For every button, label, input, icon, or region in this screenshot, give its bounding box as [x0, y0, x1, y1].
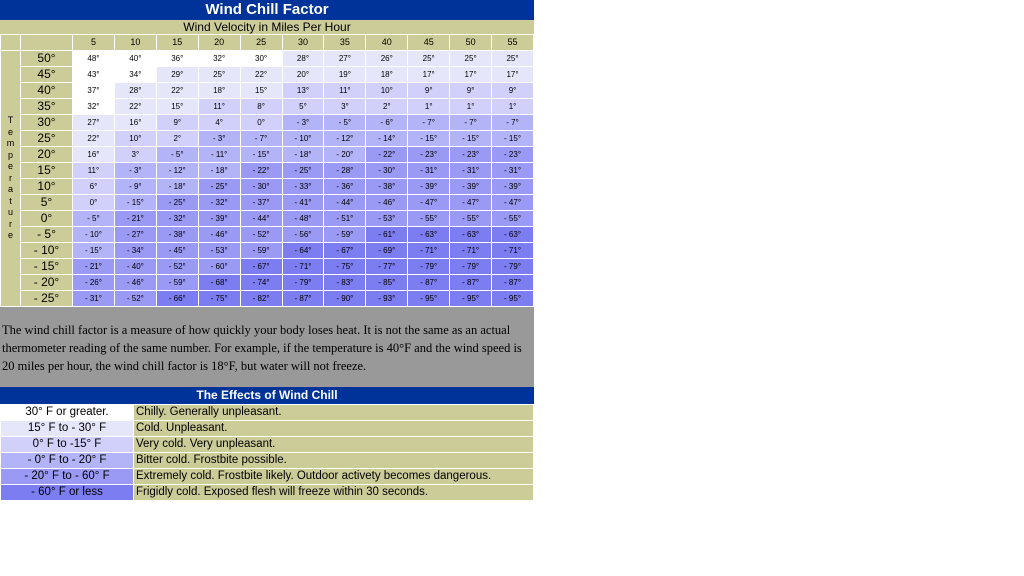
temperature-label: - 5°	[21, 227, 73, 243]
wind-speed-header: 45	[408, 35, 450, 51]
wind-chill-cell: 3°	[114, 147, 156, 163]
wind-chill-cell: 30°	[240, 51, 282, 67]
wind-chill-cell: - 31°	[408, 163, 450, 179]
wind-chill-cell: 48°	[73, 51, 115, 67]
wind-chill-cell: - 9°	[114, 179, 156, 195]
wind-chill-cell: - 15°	[114, 195, 156, 211]
wind-chill-cell: - 18°	[198, 163, 240, 179]
wind-chill-cell: - 23°	[450, 147, 492, 163]
wind-chill-cell: 5°	[282, 99, 324, 115]
wind-chill-cell: - 5°	[156, 147, 198, 163]
wind-chill-cell: - 79°	[408, 259, 450, 275]
table-row	[1, 291, 534, 307]
wind-chill-cell: - 10°	[282, 131, 324, 147]
temperature-label: - 20°	[21, 275, 73, 291]
wind-chill-cell: - 56°	[282, 227, 324, 243]
wind-chill-cell: - 15°	[240, 147, 282, 163]
wind-chill-cell: 25°	[408, 51, 450, 67]
wind-chill-cell: - 68°	[198, 275, 240, 291]
wind-speed-header: 25	[240, 35, 282, 51]
wind-chill-cell: - 3°	[114, 163, 156, 179]
wind-chill-cell: - 25°	[198, 179, 240, 195]
wind-chill-cell: - 15°	[492, 131, 534, 147]
temperature-label: 10°	[21, 179, 73, 195]
wind-chill-cell: - 28°	[324, 163, 366, 179]
wind-chill-cell: - 71°	[282, 259, 324, 275]
wind-chill-cell: - 55°	[408, 211, 450, 227]
wind-chill-cell: - 14°	[366, 131, 408, 147]
wind-chill-cell: - 15°	[408, 131, 450, 147]
wind-chill-cell: - 20°	[324, 147, 366, 163]
wind-chill-cell: - 6°	[366, 115, 408, 131]
wind-chill-cell: - 69°	[366, 243, 408, 259]
wind-chill-cell: - 48°	[282, 211, 324, 227]
wind-chill-cell: - 46°	[198, 227, 240, 243]
wind-chill-cell: - 71°	[450, 243, 492, 259]
wind-chill-cell: - 44°	[324, 195, 366, 211]
effect-description: Frigidly cold. Exposed flesh will freeze within 30 seconds.	[134, 485, 534, 501]
table-row	[1, 211, 534, 227]
wind-chill-cell: - 12°	[324, 131, 366, 147]
wind-chill-cell: 19°	[324, 67, 366, 83]
wind-chill-cell: 8°	[240, 99, 282, 115]
temperature-label: 25°	[21, 131, 73, 147]
wind-speed-header: 5	[73, 35, 115, 51]
wind-speed-header: 20	[198, 35, 240, 51]
wind-chill-cell: 9°	[450, 83, 492, 99]
wind-chill-cell: - 64°	[282, 243, 324, 259]
wind-chill-cell: - 45°	[156, 243, 198, 259]
wind-chill-cell: 27°	[324, 51, 366, 67]
wind-chill-cell: 25°	[198, 67, 240, 83]
wind-chill-cell: - 61°	[366, 227, 408, 243]
temperature-label: 35°	[21, 99, 73, 115]
effects-title: The Effects of Wind Chill	[0, 387, 534, 404]
table-row	[1, 195, 534, 211]
wind-chill-cell: - 39°	[492, 179, 534, 195]
wind-chill-cell: 4°	[198, 115, 240, 131]
wind-chill-cell: 16°	[114, 115, 156, 131]
wind-chill-cell: - 7°	[240, 131, 282, 147]
wind-speed-header: 50	[450, 35, 492, 51]
wind-chill-cell: - 5°	[324, 115, 366, 131]
wind-chill-cell: - 21°	[114, 211, 156, 227]
wind-chill-cell: - 67°	[324, 243, 366, 259]
wind-chill-cell: - 52°	[114, 291, 156, 307]
table-row	[1, 163, 534, 179]
wind-chill-cell: - 87°	[282, 291, 324, 307]
wind-chill-cell: 25°	[492, 51, 534, 67]
effect-range: 15° F to - 30° F	[1, 421, 134, 437]
wind-chill-cell: - 53°	[366, 211, 408, 227]
wind-chill-cell: 15°	[240, 83, 282, 99]
table-row	[1, 115, 534, 131]
wind-chill-cell: - 32°	[198, 195, 240, 211]
wind-speed-header: 35	[324, 35, 366, 51]
wind-chill-cell: - 31°	[492, 163, 534, 179]
wind-chill-cell: 22°	[114, 99, 156, 115]
wind-chill-cell: 26°	[366, 51, 408, 67]
wind-chill-cell: - 44°	[240, 211, 282, 227]
wind-chill-cell: - 7°	[450, 115, 492, 131]
wind-chill-cell: - 38°	[366, 179, 408, 195]
wind-chill-cell: - 95°	[450, 291, 492, 307]
temperature-label: 45°	[21, 67, 73, 83]
wind-chill-cell: - 37°	[240, 195, 282, 211]
wind-chill-cell: 1°	[492, 99, 534, 115]
temperature-label: - 10°	[21, 243, 73, 259]
wind-chill-cell: 15°	[156, 99, 198, 115]
wind-chill-cell: 16°	[73, 147, 115, 163]
wind-chill-cell: 10°	[366, 83, 408, 99]
effect-row	[1, 405, 534, 421]
header-corner	[21, 35, 73, 51]
temperature-label: 15°	[21, 163, 73, 179]
wind-chill-cell: 3°	[324, 99, 366, 115]
wind-velocity-heading: Wind Velocity in Miles Per Hour	[0, 20, 534, 34]
wind-chill-cell: - 59°	[240, 243, 282, 259]
table-row	[1, 99, 534, 115]
wind-chill-cell: 18°	[366, 67, 408, 83]
wind-chill-cell: 0°	[73, 195, 115, 211]
wind-chill-cell: - 7°	[408, 115, 450, 131]
effect-description: Chilly. Generally unpleasant.	[134, 405, 534, 421]
wind-chill-cell: 36°	[156, 51, 198, 67]
wind-chill-cell: 22°	[156, 83, 198, 99]
wind-speed-header: 55	[492, 35, 534, 51]
wind-chill-cell: - 87°	[408, 275, 450, 291]
wind-chill-cell: - 39°	[408, 179, 450, 195]
wind-chill-cell: - 40°	[114, 259, 156, 275]
wind-chill-cell: - 82°	[240, 291, 282, 307]
wind-chill-cell: - 41°	[282, 195, 324, 211]
wind-chill-cell: - 39°	[198, 211, 240, 227]
table-row	[1, 179, 534, 195]
wind-chill-cell: - 63°	[408, 227, 450, 243]
wind-chill-cell: 6°	[73, 179, 115, 195]
wind-chill-cell: - 25°	[156, 195, 198, 211]
wind-chill-cell: 32°	[73, 99, 115, 115]
wind-chill-cell: 11°	[324, 83, 366, 99]
wind-chill-cell: - 30°	[366, 163, 408, 179]
wind-chill-cell: - 7°	[492, 115, 534, 131]
wind-chill-cell: - 15°	[450, 131, 492, 147]
wind-chill-cell: 9°	[492, 83, 534, 99]
effect-row	[1, 421, 534, 437]
wind-chill-cell: 0°	[240, 115, 282, 131]
wind-chill-cell: - 85°	[366, 275, 408, 291]
table-row	[1, 243, 534, 259]
wind-chill-cell: - 18°	[282, 147, 324, 163]
wind-chill-cell: 27°	[73, 115, 115, 131]
effect-range: 0° F to -15° F	[1, 437, 134, 453]
wind-chill-cell: - 47°	[492, 195, 534, 211]
table-row	[1, 131, 534, 147]
wind-chill-cell: - 23°	[492, 147, 534, 163]
effects-table	[0, 404, 534, 501]
wind-chill-cell: - 3°	[282, 115, 324, 131]
wind-chill-cell: 17°	[408, 67, 450, 83]
wind-chill-cell: - 71°	[408, 243, 450, 259]
wind-chill-cell: - 36°	[324, 179, 366, 195]
wind-chill-cell: - 87°	[492, 275, 534, 291]
table-row	[1, 227, 534, 243]
wind-chill-cell: - 55°	[492, 211, 534, 227]
wind-chill-cell: - 15°	[73, 243, 115, 259]
page-title: Wind Chill Factor	[0, 0, 534, 20]
effect-range: - 0° F to - 20° F	[1, 453, 134, 469]
wind-chill-cell: - 75°	[198, 291, 240, 307]
wind-chill-cell: - 60°	[198, 259, 240, 275]
wind-chill-cell: 37°	[73, 83, 115, 99]
wind-chill-cell: - 52°	[240, 227, 282, 243]
wind-chill-cell: - 79°	[492, 259, 534, 275]
wind-chill-cell: 20°	[282, 67, 324, 83]
wind-chill-cell: - 75°	[324, 259, 366, 275]
wind-chill-cell: 9°	[408, 83, 450, 99]
wind-chill-cell: 11°	[198, 99, 240, 115]
wind-chill-cell: 2°	[156, 131, 198, 147]
wind-chill-cell: - 95°	[492, 291, 534, 307]
wind-chill-cell: - 93°	[366, 291, 408, 307]
wind-chill-cell: - 25°	[282, 163, 324, 179]
wind-chill-cell: - 26°	[73, 275, 115, 291]
table-row	[1, 51, 534, 67]
effect-range: - 20° F to - 60° F	[1, 469, 134, 485]
wind-chill-cell: - 66°	[156, 291, 198, 307]
wind-speed-header: 30	[282, 35, 324, 51]
wind-chill-cell: - 39°	[450, 179, 492, 195]
table-row	[1, 67, 534, 83]
temperature-label: 0°	[21, 211, 73, 227]
wind-chill-cell: - 47°	[450, 195, 492, 211]
wind-chill-cell: - 5°	[73, 211, 115, 227]
table-row	[1, 259, 534, 275]
wind-chill-cell: - 18°	[156, 179, 198, 195]
wind-chill-cell: 40°	[114, 51, 156, 67]
wind-chill-cell: - 31°	[450, 163, 492, 179]
wind-chill-cell: 28°	[282, 51, 324, 67]
header-corner	[1, 35, 21, 51]
wind-chill-cell: - 33°	[282, 179, 324, 195]
wind-speed-header-row	[1, 35, 534, 51]
wind-chill-cell: - 31°	[73, 291, 115, 307]
temperature-label: 5°	[21, 195, 73, 211]
temperature-label: 50°	[21, 51, 73, 67]
wind-speed-header: 40	[366, 35, 408, 51]
temperature-label: 20°	[21, 147, 73, 163]
wind-chill-cell: - 22°	[366, 147, 408, 163]
wind-chill-cell: 1°	[408, 99, 450, 115]
temperature-axis-label: T e m p e r a t u r e	[1, 51, 21, 307]
temperature-label: 40°	[21, 83, 73, 99]
wind-chill-cell: 2°	[366, 99, 408, 115]
wind-chill-cell: 17°	[492, 67, 534, 83]
wind-chill-cell: - 63°	[492, 227, 534, 243]
wind-chill-cell: - 67°	[240, 259, 282, 275]
wind-chill-cell: - 55°	[450, 211, 492, 227]
wind-chill-cell: 34°	[114, 67, 156, 83]
wind-chill-cell: - 12°	[156, 163, 198, 179]
wind-chill-cell: - 23°	[408, 147, 450, 163]
effect-description: Bitter cold. Frostbite possible.	[134, 453, 534, 469]
wind-chill-cell: - 22°	[240, 163, 282, 179]
wind-speed-header: 15	[156, 35, 198, 51]
wind-chill-cell: - 21°	[73, 259, 115, 275]
wind-chill-cell: - 46°	[114, 275, 156, 291]
wind-chill-cell: 1°	[450, 99, 492, 115]
wind-chill-cell: 10°	[114, 131, 156, 147]
wind-chill-cell: - 83°	[324, 275, 366, 291]
wind-chill-cell: 32°	[198, 51, 240, 67]
wind-chill-panel	[0, 0, 534, 520]
wind-chill-cell: 11°	[73, 163, 115, 179]
description-text: The wind chill factor is a measure of how quickly your body loses heat. It is not the same as an actual thermometer reading of the same number. For example, if the temperature is 40°F and the wind speed is 20 miles per hour, the wind chill factor is 18°F, but water will not freeze.	[0, 307, 534, 387]
wind-chill-cell: - 59°	[156, 275, 198, 291]
wind-chill-cell: 29°	[156, 67, 198, 83]
wind-chill-cell: 17°	[450, 67, 492, 83]
wind-chill-cell: - 53°	[198, 243, 240, 259]
effect-row	[1, 437, 534, 453]
wind-chill-cell: - 90°	[324, 291, 366, 307]
wind-chill-cell: 13°	[282, 83, 324, 99]
temperature-label: - 15°	[21, 259, 73, 275]
wind-chill-cell: - 38°	[156, 227, 198, 243]
effect-description: Extremely cold. Frostbite likely. Outdoor activety becomes dangerous.	[134, 469, 534, 485]
wind-chill-cell: - 46°	[366, 195, 408, 211]
wind-chill-cell: - 51°	[324, 211, 366, 227]
wind-chill-cell: - 30°	[240, 179, 282, 195]
effect-row	[1, 453, 534, 469]
wind-chill-cell: - 52°	[156, 259, 198, 275]
wind-chill-cell: - 77°	[366, 259, 408, 275]
effect-description: Very cold. Very unpleasant.	[134, 437, 534, 453]
wind-chill-cell: - 74°	[240, 275, 282, 291]
wind-chill-cell: 43°	[73, 67, 115, 83]
wind-chill-cell: - 71°	[492, 243, 534, 259]
wind-chill-cell: - 32°	[156, 211, 198, 227]
wind-chill-cell: 28°	[114, 83, 156, 99]
table-row	[1, 275, 534, 291]
wind-chill-cell: - 34°	[114, 243, 156, 259]
wind-chill-cell: - 79°	[450, 259, 492, 275]
wind-chill-cell: 25°	[450, 51, 492, 67]
effect-row	[1, 469, 534, 485]
wind-chill-cell: - 27°	[114, 227, 156, 243]
wind-chill-cell: - 59°	[324, 227, 366, 243]
wind-chill-cell: - 63°	[450, 227, 492, 243]
wind-chill-cell: - 47°	[408, 195, 450, 211]
wind-chill-table	[0, 34, 534, 307]
effect-row	[1, 485, 534, 501]
wind-chill-cell: 18°	[198, 83, 240, 99]
effect-range: 30° F or greater.	[1, 405, 134, 421]
wind-chill-cell: - 95°	[408, 291, 450, 307]
effect-description: Cold. Unpleasant.	[134, 421, 534, 437]
wind-chill-cell: - 3°	[198, 131, 240, 147]
wind-chill-cell: 22°	[240, 67, 282, 83]
wind-chill-cell: 9°	[156, 115, 198, 131]
wind-speed-header: 10	[114, 35, 156, 51]
effect-range: - 60° F or less	[1, 485, 134, 501]
wind-chill-cell: - 11°	[198, 147, 240, 163]
table-row	[1, 147, 534, 163]
temperature-label: - 25°	[21, 291, 73, 307]
wind-chill-cell: 22°	[73, 131, 115, 147]
wind-chill-cell: - 87°	[450, 275, 492, 291]
temperature-label: 30°	[21, 115, 73, 131]
wind-chill-cell: - 10°	[73, 227, 115, 243]
wind-chill-cell: - 79°	[282, 275, 324, 291]
table-row	[1, 83, 534, 99]
